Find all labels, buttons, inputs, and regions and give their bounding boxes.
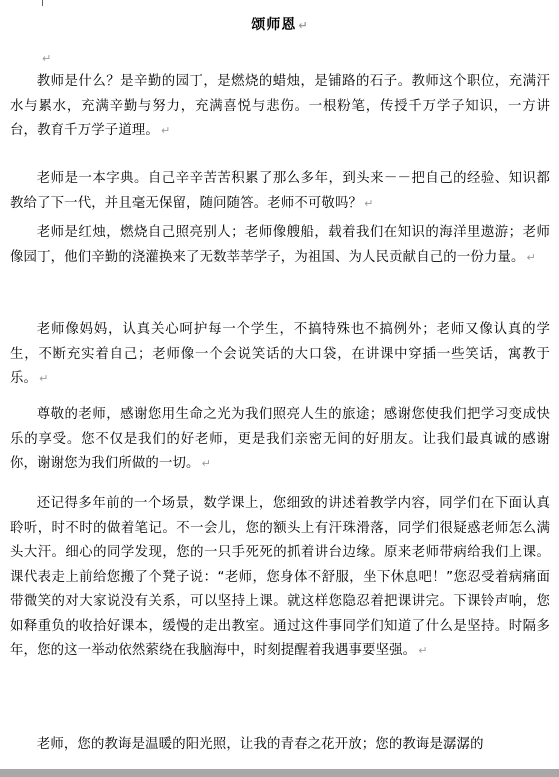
paragraph-1 bbox=[10, 70, 550, 144]
paragraph-5 bbox=[10, 403, 550, 477]
paragraph-mark-icon: ↵ bbox=[298, 19, 309, 32]
paragraph-mark-icon: ↵ bbox=[364, 196, 374, 210]
paragraph-text: 老师，您的教诲是温暖的阳光照，让我的青春之花开放；您的教诲是潺潺的 bbox=[36, 737, 484, 752]
paragraph-mark-icon: ↵ bbox=[39, 372, 49, 385]
document-title bbox=[10, 14, 550, 34]
paragraph-mark-icon: ↵ bbox=[42, 52, 52, 65]
paragraph-mark-icon: ↵ bbox=[526, 250, 536, 264]
paragraph-mark-icon: ↵ bbox=[201, 457, 211, 470]
paragraph-3 bbox=[10, 221, 550, 270]
paragraph-text: 教师是什么？是辛勤的园丁，是燃烧的蜡烛，是铺路的石子。教师这个职位，充满汗水与累水，充满辛勤与努力，充满喜悦与悲伤。一根粉笔，传授千万学子知识，一方讲台，教育千万学子道理。 bbox=[10, 74, 550, 138]
paragraph-7 bbox=[10, 733, 550, 758]
paragraph-text: 尊敬的老师，感谢您用生命之光为我们照亮人生的旅途；感谢您使我们把学习变成快乐的享受。您不仅是我们的好老师，更是我们亲密无间的好朋友。让我们最真诚的感谢你，谢谢您为我们所做的一切。 bbox=[10, 407, 550, 471]
empty-paragraph bbox=[40, 47, 51, 66]
paragraph-text: 老师像妈妈，认真关心呵护每一个学生，不搞特殊也不搞例外；老师又像认真的学生，不断充实着自己；老师像一个会说笑话的大口袋，在讲课中穿插一些笑话，寓教于乐。 bbox=[10, 322, 550, 386]
margin-corner-mark bbox=[42, 0, 43, 6]
paragraph-6 bbox=[10, 492, 550, 664]
paragraph-text: 老师是红烛，燃烧自己照亮别人；老师像艘船，载着我们在知识的海洋里遨游；老师像园丁，他们辛勤的浇灌换来了无数莘莘学子，为祖国、为人民贡献自己的一份力量。 bbox=[10, 225, 550, 265]
page-bottom-edge bbox=[0, 769, 559, 777]
paragraph-2 bbox=[10, 167, 550, 216]
paragraph-mark-icon: ↵ bbox=[160, 124, 171, 137]
paragraph-text: 老师是一本字典。自己辛辛苦苦积累了那么多年，到头来－－把自己的经验、知识都教给了下一代，并且毫无保留，随问随答。老师不可敬吗？ bbox=[10, 171, 550, 211]
title-text: 颂师恩 bbox=[251, 17, 297, 33]
paragraph-mark-icon: ↵ bbox=[418, 644, 428, 657]
paragraph-text: 还记得多年前的一个场景，数学课上，您细致的讲述着教学内容，同学们在下面认真聆听，时不时的做着笔记。不一会儿，您的额头上有汗珠滑落，同学们很疑惑老师怎么满头大汗。细心的同学发现，您的一只手死死的抓着讲台边缘。原来老师带病给我们上课。课代表走上前给您搬了个凳子说：“老师，您身体不舒服，坐下休息吧！”您忍受着病痛面带微笑的对大家说没有关系，可以坚持上课。就这样您隐忍着把课讲完。下课铃声响，您如释重负的收拾好课本，缓慢的走出教室。通过这件事同学们知道了什么是坚持。时隔多年，您的这一举动依然萦绕在我脑海中，时刻提醒着我遇事要坚强。 bbox=[10, 496, 550, 658]
paragraph-4 bbox=[10, 318, 550, 392]
